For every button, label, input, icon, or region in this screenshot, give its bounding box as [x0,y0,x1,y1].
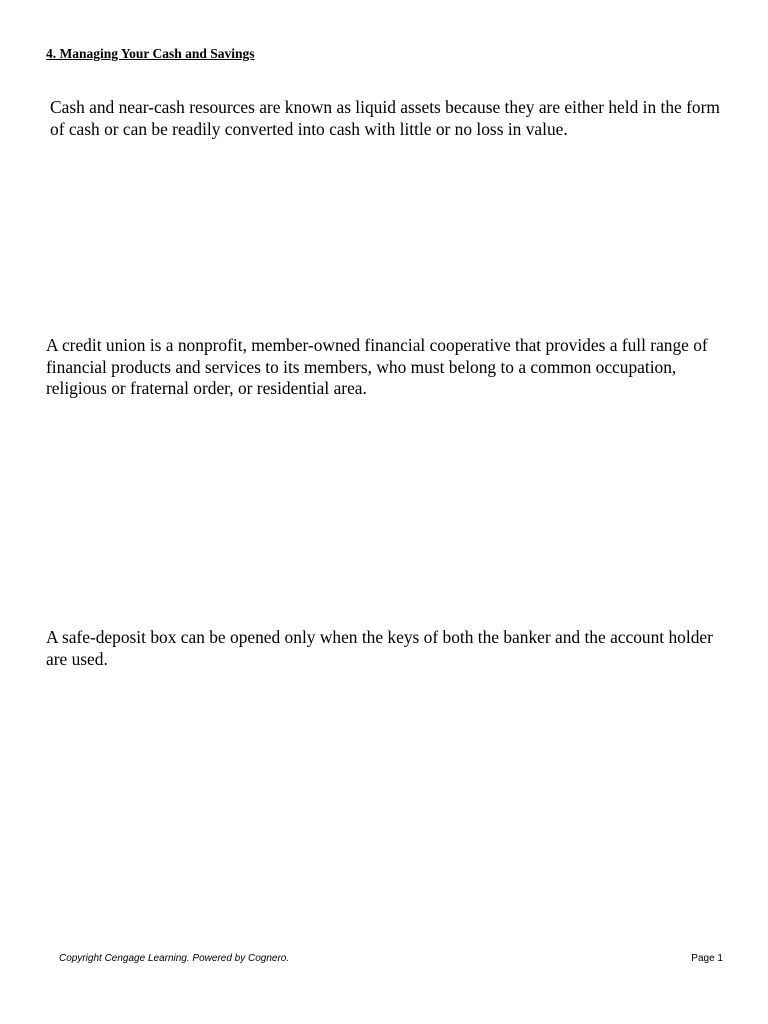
statement-credit-union: A credit union is a nonprofit, member-owned financial cooperative that provides a full range of financial products and services to its members, who must belong to a common occupation, religious or fraternal order, or residential area. [46,335,708,398]
footer-copyright: Copyright Cengage Learning. Powered by Cognero. [59,953,290,964]
section-heading: 4. Managing Your Cash and Savings [46,46,255,61]
footer-page-number: Page 1 [691,953,723,964]
statement-liquid-assets: Cash and near-cash resources are known as liquid assets because they are either held in the form of cash or can be readily converted into cash with little or no loss in value. [50,97,720,139]
statement-safe-deposit-box: A safe-deposit box can be opened only when the keys of both the banker and the account holder are used. [46,627,713,669]
